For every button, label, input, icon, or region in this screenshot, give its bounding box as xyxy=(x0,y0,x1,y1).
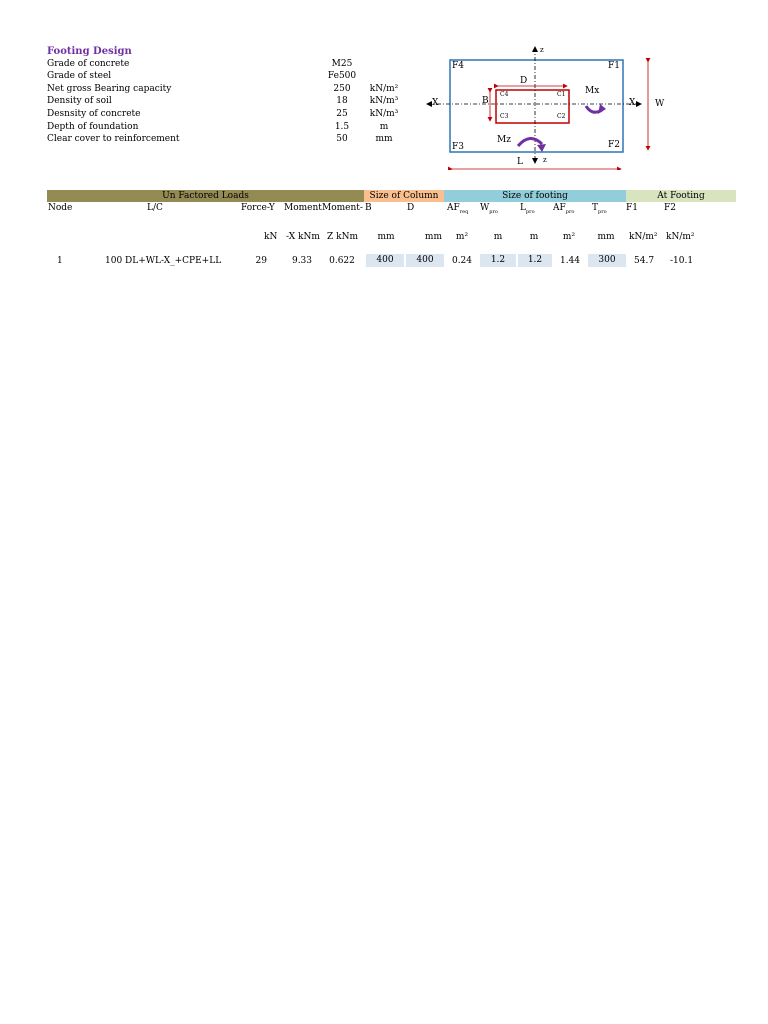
unit-f1: kN/m² xyxy=(629,232,658,242)
param-value: 250 xyxy=(333,84,351,94)
cell-t-pro: 300 xyxy=(588,254,626,267)
param-unit: kN/m² xyxy=(369,84,399,94)
param-label: Net gross Bearing capacity xyxy=(47,84,172,94)
header-moment-x: Moment xyxy=(284,203,322,213)
header-d: D xyxy=(407,203,415,213)
diagram-c1: C1 xyxy=(557,91,566,98)
param-value: 50 xyxy=(336,134,348,144)
diagram-c3: C3 xyxy=(500,113,509,120)
cell-d: 400 xyxy=(406,254,444,267)
diagram-b: B xyxy=(482,96,489,106)
param-value: M25 xyxy=(331,59,353,69)
header-af-req: $AF_{req}$ xyxy=(447,203,469,215)
cell-moment-x: 9.33 xyxy=(291,256,313,266)
diagram-x-right: X xyxy=(629,98,636,108)
header-l-pro: $L_{pro}$ xyxy=(520,203,535,215)
cell-w-pro: 1.2 xyxy=(480,254,516,267)
unit-moment-x: -X kNm xyxy=(286,232,320,242)
unit-b: mm xyxy=(377,232,395,242)
param-value: Fe500 xyxy=(327,71,357,81)
cell-f1: 54.7 xyxy=(634,256,655,266)
page-title: Footing Design xyxy=(47,46,132,57)
diagram-x-left: X xyxy=(432,98,439,108)
unit-l-pro: m xyxy=(529,232,539,242)
param-unit: mm xyxy=(375,134,393,144)
diagram-f2: F2 xyxy=(608,140,620,150)
unit-d: mm xyxy=(424,232,442,242)
cell-af-req: 0.24 xyxy=(451,256,473,266)
header-f2: F2 xyxy=(664,203,676,213)
param-label: Grade of steel xyxy=(47,71,112,81)
header-f1: F1 xyxy=(626,203,638,213)
cell-moment-z: 0.622 xyxy=(329,256,355,266)
cell-f2: -10.1 xyxy=(670,256,694,266)
param-unit: kN/m³ xyxy=(369,109,399,119)
cell-node: 1 xyxy=(57,256,63,266)
header-moment-z: Moment- xyxy=(322,203,363,213)
unit-t-pro: mm xyxy=(597,232,615,242)
diagram-mz: Mz xyxy=(497,135,511,145)
param-value: 25 xyxy=(336,109,348,119)
param-value: 1.5 xyxy=(334,122,350,132)
header-b: B xyxy=(365,203,372,213)
band-unfactored-loads: Un Factored Loads xyxy=(47,190,364,202)
mx-arrow-head xyxy=(598,104,606,114)
cell-af-pro: 1.44 xyxy=(559,256,581,266)
param-label: Desnsity of concrete xyxy=(47,109,141,119)
z-arrow-down xyxy=(532,158,538,164)
mz-arrow-head xyxy=(537,144,546,152)
diagram-c4: C4 xyxy=(500,91,509,98)
band-at-footing: At Footing xyxy=(626,190,736,202)
param-label: Depth of foundation xyxy=(47,122,139,132)
unit-force: kN xyxy=(264,232,278,242)
diagram-mx: Mx xyxy=(585,86,600,96)
header-node: Node xyxy=(48,203,73,213)
diagram-z-top: z xyxy=(540,46,544,54)
footing-outline xyxy=(450,60,623,152)
z-arrow-up xyxy=(532,46,538,52)
header-w-pro: $W_{pro}$ xyxy=(480,203,498,215)
param-value: 18 xyxy=(336,96,348,106)
unit-af-req: m² xyxy=(455,232,469,242)
unit-w-pro: m xyxy=(493,232,503,242)
diagram-c2: C2 xyxy=(557,113,566,120)
diagram-l: L xyxy=(517,157,523,167)
diagram-f4: F4 xyxy=(452,61,464,71)
param-label: Clear cover to reinforcement xyxy=(47,134,180,144)
diagram-f1: F1 xyxy=(608,61,620,71)
diagram-w: W xyxy=(655,99,665,109)
header-af-pro: $AF_{pro}$ xyxy=(553,203,575,215)
band-size-of-column: Size of Column xyxy=(364,190,444,202)
param-unit: kN/m³ xyxy=(369,96,399,106)
cell-lc: 100 DL+WL-X_+CPE+LL xyxy=(105,256,222,266)
band-size-of-footing: Size of footing xyxy=(444,190,626,202)
diagram-d: D xyxy=(520,76,528,86)
param-label: Density of soil xyxy=(47,96,112,106)
diagram-f3: F3 xyxy=(452,142,464,152)
header-force: Force-Y xyxy=(241,203,275,213)
header-t-pro: $T_{pro}$ xyxy=(592,203,607,215)
unit-f2: kN/m² xyxy=(666,232,695,242)
param-label: Grade of concrete xyxy=(47,59,130,69)
diagram-z-bottom: z xyxy=(543,156,547,164)
cell-l-pro: 1.2 xyxy=(518,254,552,267)
unit-moment-z: Z kNm xyxy=(327,232,358,242)
cell-b: 400 xyxy=(366,254,404,267)
param-unit: m xyxy=(379,122,389,132)
cell-force: 29 xyxy=(255,256,267,266)
unit-af-pro: m² xyxy=(562,232,576,242)
header-lc: L/C xyxy=(147,203,163,213)
x-arrow-right xyxy=(636,101,642,107)
